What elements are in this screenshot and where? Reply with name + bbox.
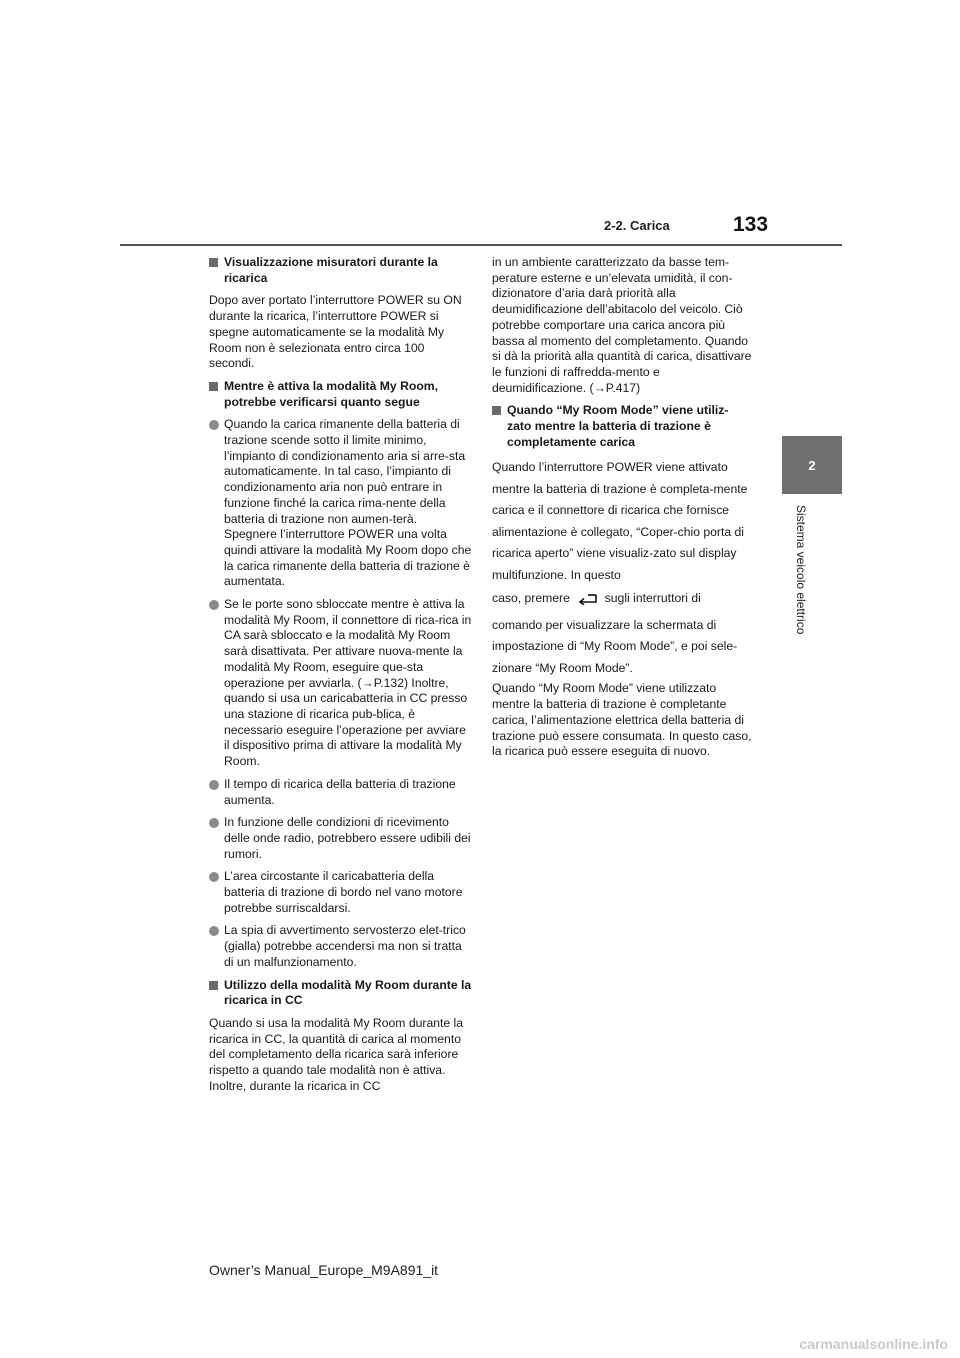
bullet-item: [209, 777, 473, 808]
bullet-item: [209, 417, 473, 590]
paragraph: Quando si usa la modalità My Room durante la ricarica in CC, la quantità di carica al momento del completamento della ricarica sarà inferiore rispetto a quando tale modalità non è attiva. Inoltre, durante la ricarica in CC: [209, 1015, 464, 1093]
round-bullet-icon: [209, 872, 219, 882]
bullet-item: [209, 923, 473, 970]
square-bullet-icon: [209, 981, 218, 990]
section-heading-text: Quando “My Room Mode” viene utiliz-zato mentre la batteria di trazione è completamente carica: [507, 403, 729, 449]
watermark: carmanualsonline.info: [799, 1336, 948, 1352]
section-heading: [209, 978, 473, 1009]
bullet-text: In funzione delle condizioni di ricevimento delle onde radio, potrebbero essere udibili dei rumori.: [224, 815, 471, 861]
bullet-text: Il tempo di ricarica della batteria di trazione aumenta.: [224, 776, 456, 807]
round-bullet-icon: [209, 600, 219, 610]
chapter-tab: [782, 436, 842, 494]
bullet-item: [209, 597, 473, 770]
section-title: 2-2. Carica: [604, 218, 670, 233]
paragraph: Dopo aver portato l’interruttore POWER su ON durante la ricarica, l’interruttore POWER si spegne automaticamente se la modalità My Room non è selezionata entro circa 100 secondi.: [209, 293, 462, 371]
page-number: 133: [733, 213, 769, 236]
text-fragment: caso, premere: [492, 591, 570, 606]
section-heading-text: Utilizzo della modalità My Room durante la ricarica in CC: [224, 977, 472, 1008]
header-divider: [120, 244, 842, 246]
section-heading-text: Visualizzazione misuratori durante la ricarica: [224, 255, 438, 285]
right-column: [492, 255, 752, 767]
square-bullet-icon: [492, 406, 501, 415]
square-bullet-icon: [209, 258, 218, 267]
bullet-text: L’area circostante il caricabatteria della batteria di trazione di bordo nel vano motore potrebbe surriscaldarsi.: [224, 869, 463, 915]
section-heading-text: Mentre è attiva la modalità My Room, potrebbe verificarsi quanto segue: [224, 378, 439, 409]
chapter-number: 2: [808, 457, 816, 473]
paragraph: comando per visualizzare la schermata di impostazione di “My Room Mode”, e poi sele-zionare “My Room Mode”.: [492, 617, 738, 675]
round-bullet-icon: [209, 818, 219, 828]
section-heading: [492, 403, 752, 450]
section-heading: [209, 255, 473, 286]
section-heading: [209, 379, 473, 410]
bullet-item: [209, 869, 473, 916]
bullet-text: Se le porte sono sbloccate mentre è attiva la modalità My Room, il connettore di rica-rica in CA sarà sbloccato e la modalità My Room sarà disattivata. Per attivare nuova-mente la modalità My Room, eseguire que-sta operazione per avviarla. (→P.132) Inoltre, quando si usa un caricabatteria in CC presso una stazione di ricarica pub-blica, è necessario eseguire l’operazione per avviare il dispositivo prima di attivare la modalità My Room.: [224, 597, 472, 769]
bullet-text: Quando la carica rimanente della batteria di trazione scende sotto il limite minimo, l’impianto di condizionamento aria si arre-sta automaticamente. In tal caso, l’impianto di condizionamento aria non può entrare in funzione finché la carica rima-nente della batteria di trazione non aumen-terà. Spegnere l’interruttore POWER una volta quindi attivare la modalità My Room dopo che la carica rimanente della batteria di trazione è aumentata.: [224, 417, 472, 589]
paragraph: Quando “My Room Mode” viene utilizzato mentre la batteria di trazione è completante carica, l’alimentazione elettrica della batteria di trazione può essere consumata. In questo caso, la ricarica può essere eseguita di nuovo.: [492, 681, 752, 759]
round-bullet-icon: [209, 926, 219, 936]
paragraph: in un ambiente caratterizzato da basse tem-perature esterne e un’elevata umidità, il con-dizionatore d’aria darà priorità alla deumidificazione dell’abitacolo del veicolo. Ciò potrebbe comportare una carica ancora più bassa al momento del completamento. Quando si dà la priorità alla quantità di carica, disattivare le funzioni di raffredda-mento e deumidificazione. (→P.417): [492, 255, 752, 395]
back-arrow-icon: [576, 591, 598, 613]
square-bullet-icon: [209, 382, 218, 391]
round-bullet-icon: [209, 780, 219, 790]
bullet-text: La spia di avvertimento servosterzo elet-trico (gialla) potrebbe accendersi ma non si tratta di un malfunzionamento.: [224, 923, 466, 969]
paragraph-with-icon: [492, 588, 752, 613]
bullet-item: [209, 815, 473, 862]
round-bullet-icon: [209, 420, 219, 430]
chapter-title: Sistema veicolo elettrico: [794, 505, 808, 635]
text-fragment: sugli interruttori di: [604, 591, 701, 606]
footer-manual-id: Owner’s Manual_Europe_M9A891_it: [209, 1262, 439, 1278]
left-column: [209, 255, 473, 1101]
paragraph: Quando l’interruttore POWER viene attivato mentre la batteria di trazione è completa-mente carica e il connettore di ricarica che fornisce alimentazione è collegato, “Coper-chio porta di ricarica aperto” viene visualiz-zato sul display multifunzione. In questo: [492, 460, 748, 582]
